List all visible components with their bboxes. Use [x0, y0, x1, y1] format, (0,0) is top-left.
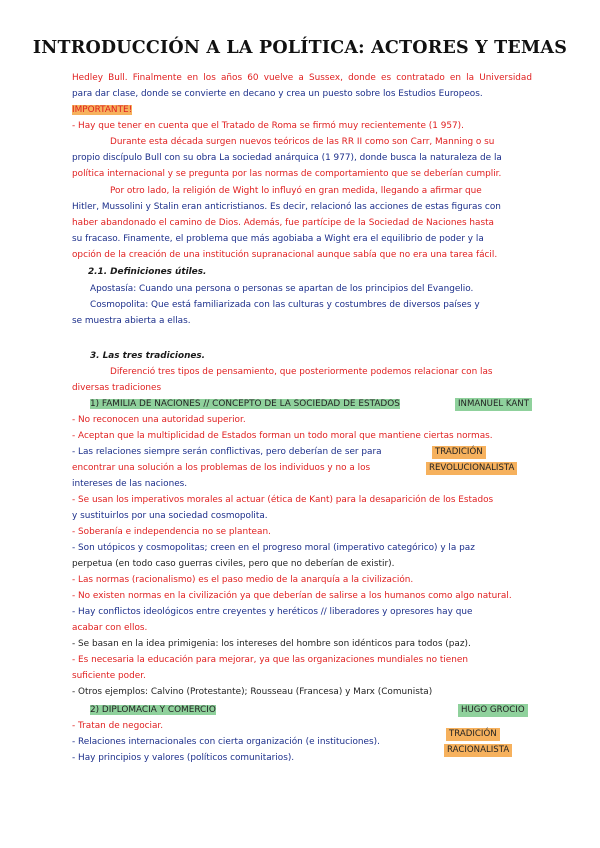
paragraph-line: diversas tradiciones — [72, 383, 162, 393]
paragraph-line: - Hay que tener en cuenta que el Tratado de Roma se firmó muy recientemente (1 957). — [72, 121, 464, 131]
list-item: y sustituirlos por una sociedad cosmopolita. — [72, 511, 268, 521]
list-item: - Hay conflictos ideológicos entre creyentes y heréticos // liberadores y opresores hay que — [72, 607, 473, 617]
paragraph-line: para dar clase, donde se convierte en decano y crea un puesto sobre los Estudios Europeos. — [72, 89, 483, 99]
paragraph-line: se muestra abierta a ellas. — [72, 316, 191, 326]
definition-apostasia: Apostasía: Cuando una persona o personas se apartan de los principios del Evangelio. — [90, 284, 474, 294]
paragraph-line: Por otro lado, la religión de Wight lo influyó en gran medida, llegando a afirmar que — [110, 186, 482, 196]
page-title: INTRODUCCIÓN A LA POLÍTICA: ACTORES Y TEMAS — [32, 38, 568, 58]
list-item: perpetua (en todo caso guerras civiles, pero que no deberían de existir). — [72, 559, 395, 569]
tradition-heading-1: 1) FAMILIA DE NACIONES // CONCEPTO DE LA SOCIEDAD DE ESTADOS — [90, 399, 400, 409]
list-item: - Hay principios y valores (políticos comunitarios). — [72, 753, 295, 763]
list-item: - Las relaciones siempre serán conflictivas, pero deberían de ser para — [72, 447, 382, 457]
list-item: - Se basan en la idea primigenia: los intereses del hombre son idénticos para todos (paz). — [72, 639, 471, 649]
list-item: - Es necesaria la educación para mejorar, ya que las organizaciones mundiales no tienen — [72, 655, 468, 665]
list-item: - Las normas (racionalismo) es el paso medio de la anarquía a la civilización. — [72, 575, 414, 585]
paragraph-line: su fracaso. Finamente, el problema que más agobiaba a Wight era el equilibrio de poder y la — [72, 234, 484, 244]
section-heading: 3. Las tres tradiciones. — [90, 351, 206, 361]
paragraph-line: propio discípulo Bull con su obra La sociedad anárquica (1 977), donde busca la naturaleza de la — [72, 153, 502, 163]
tag-tradicion-2: TRADICIÓN — [446, 728, 500, 741]
tag-immanuel-kant: INMANUEL KANT — [455, 398, 532, 411]
important-label: IMPORTANTE! — [72, 105, 133, 115]
list-item: - Relaciones internacionales con cierta organización (e instituciones). — [72, 737, 380, 747]
list-item: - No existen normas en la civilización ya que deberían de salirse a los humanos como algo natural. — [72, 591, 512, 601]
list-item: suficiente poder. — [72, 671, 146, 681]
paragraph-line: Diferenció tres tipos de pensamiento, que posteriormente podemos relacionar con las — [110, 367, 493, 377]
paragraph-line: política internacional y se pregunta por las normas de comportamiento que se deberían cumplir. — [72, 169, 502, 179]
tag-hugo-grocio: HUGO GROCIO — [458, 704, 528, 717]
paragraph-line: Hedley Bull. Finalmente en los años 60 vuelve a Sussex, donde es contratado en la Universidad — [72, 73, 532, 83]
list-item: acabar con ellos. — [72, 623, 148, 633]
list-item: intereses de las naciones. — [72, 479, 188, 489]
list-item: - Soberanía e independencia no se plantean. — [72, 527, 271, 537]
tag-revolucionalista: REVOLUCIONALISTA — [426, 462, 517, 475]
list-item: - Otros ejemplos: Calvino (Protestante); Rousseau (Francesa) y Marx (Comunista) — [72, 687, 433, 697]
paragraph-line: opción de la creación de una institución supranacional aunque sabía que no era una tarea fácil. — [72, 250, 498, 260]
list-item: - Son utópicos y cosmopolitas; creen en el progreso moral (imperativo categórico) y la paz — [72, 543, 475, 553]
list-item: encontrar una solución a los problemas de los individuos y no a los — [72, 463, 371, 473]
list-item: - Se usan los imperativos morales al actuar (ética de Kant) para la desaparición de los Estados — [72, 495, 494, 505]
tag-racionalista: RACIONALISTA — [444, 744, 512, 757]
paragraph-line: Hitler, Mussolini y Stalin eran anticristianos. Es decir, relacionó las acciones de estas figuras con — [72, 202, 501, 212]
definition-cosmopolita: Cosmopolita: Que está familiarizada con las culturas y costumbres de diversos países y — [90, 300, 480, 310]
tradition-heading-2: 2) DIPLOMACIA Y COMERCIO — [90, 705, 216, 715]
list-item: - Tratan de negociar. — [72, 721, 164, 731]
paragraph-line: Durante esta década surgen nuevos teóricos de las RR II como son Carr, Manning o su — [110, 137, 495, 147]
paragraph-line: haber abandonado el camino de Dios. Además, fue partícipe de la Sociedad de Naciones hasta — [72, 218, 494, 228]
list-item: - No reconocen una autoridad superior. — [72, 415, 246, 425]
tag-tradicion: TRADICIÓN — [432, 446, 486, 459]
section-heading: 2.1. Definiciones útiles. — [88, 267, 207, 277]
list-item: - Aceptan que la multiplicidad de Estados forman un todo moral que mantiene ciertas normas. — [72, 431, 493, 441]
